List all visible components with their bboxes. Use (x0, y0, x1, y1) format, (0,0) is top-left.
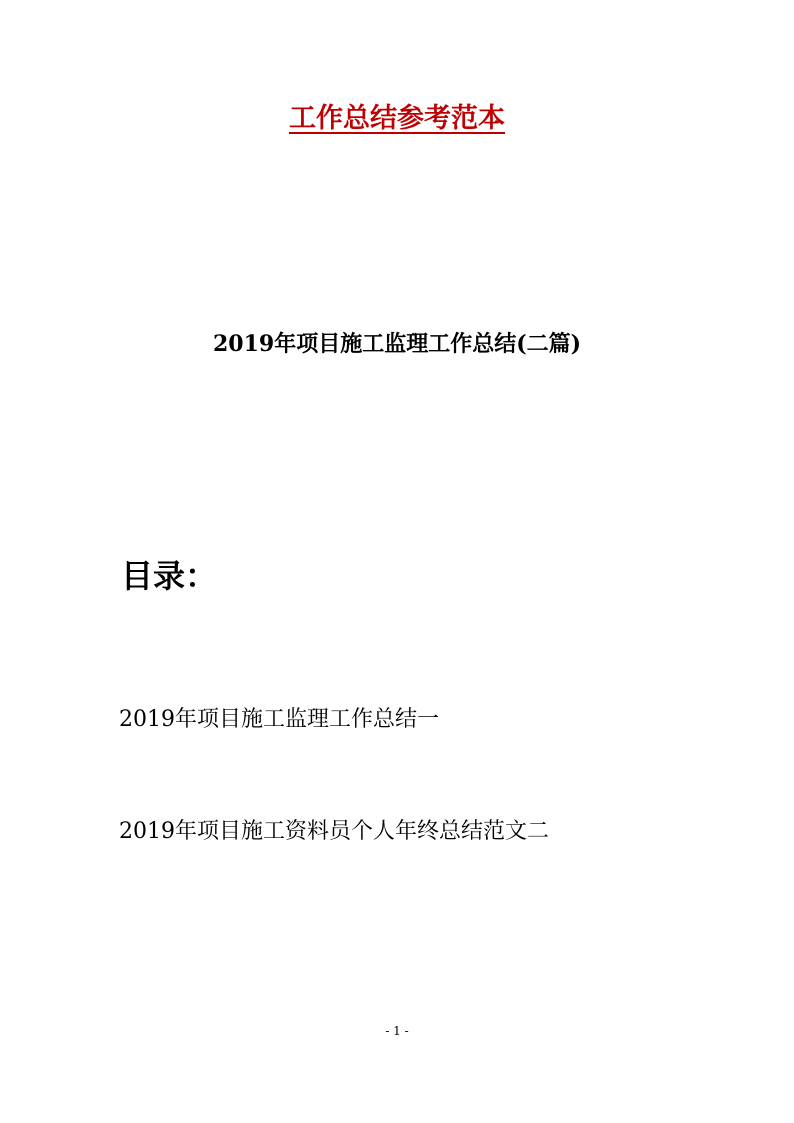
toc-heading: 目录： (121, 557, 218, 595)
document-title: 2019年项目施工监理工作总结(二篇) (212, 331, 582, 357)
toc-item-1[interactable]: 2019年项目施工监理工作总结一 (119, 707, 439, 732)
template-header-title: 工作总结参考范本 (289, 103, 505, 134)
page-number: - 1 - (385, 1024, 409, 1038)
toc-item-2[interactable]: 2019年项目施工资料员个人年终总结范文二 (119, 819, 549, 844)
